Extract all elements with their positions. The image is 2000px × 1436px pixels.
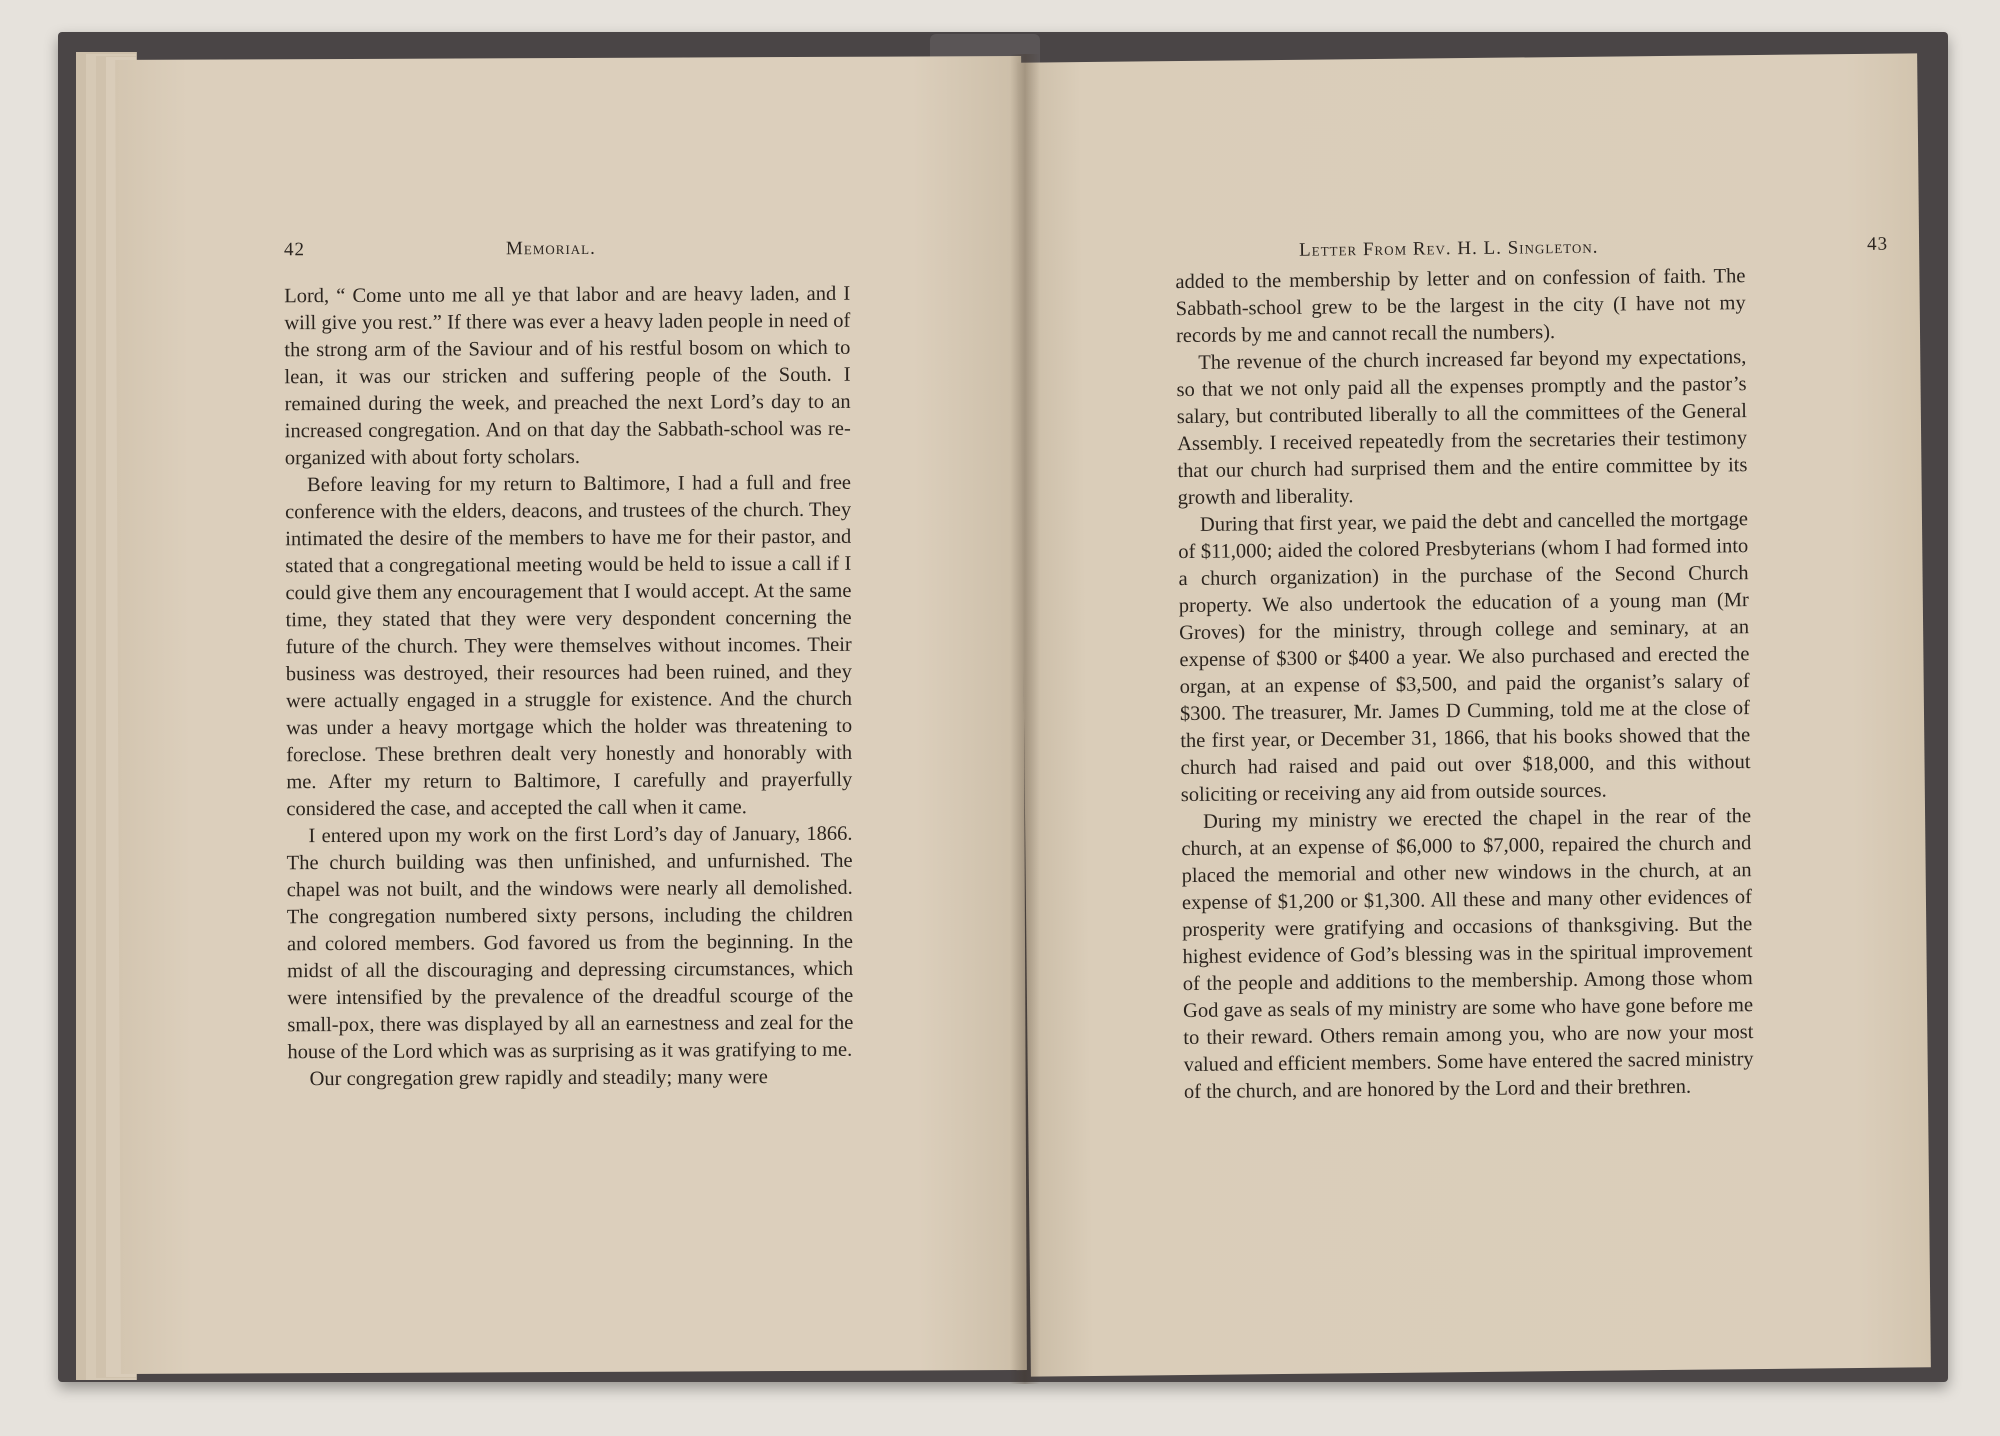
right-page-number: 43 — [1866, 233, 1889, 255]
paragraph: Before leaving for my return to Baltimore, I had a full and free conference with the elders, deacons, and trustees of the church. They intimated the desire of the members to have me for their pastor, and stated that a congregational meeting would be held to issue a call if I could give them any encouragement that I would accept. At the same time, they stated that they were very despondent concerning the future of the church. They were themselves without incomes. Their business was destroyed, their resources had been ruined, and they were actually engaged in a struggle for existence. And the church was under a heavy mortgage which the holder was threatening to foreclose. These brethren dealt very honestly and honorably with me. After my return to Baltimore, I carefully and prayerfully considered the case, and accepted the call when it came. — [285, 471, 853, 821]
left-body-text — [284, 281, 854, 1093]
paragraph: The revenue of the church increased far beyond my expectations, so that we not only paid all the expenses promptly and the pastor’s salary, but contributed liberally to all the committees of the General Assembly. I received repeatedly from the secretaries their testimony that our church had surprised them and the entire committee by its growth and liberality. — [1176, 346, 1748, 510]
left-running-title: Memorial. — [505, 237, 596, 260]
paragraph: Lord, “ Come unto me all ye that labor and are heavy laden, and I will give you rest.” If there was ever a heavy laden people in need of the strong arm of the Saviour and of his restful bosom on which to lean, it was our stricken and suffering people of the South. I remained during the week, and preached the next Lord’s day to an increased congregation. And on that day the Sabbath-school was re-organized with about forty scholars. — [284, 282, 851, 470]
right-running-title: Letter From Rev. H. L. Singleton. — [1299, 236, 1599, 261]
paragraph: During that first year, we paid the debt and cancelled the mortgage of $11,000; aided the colored Presbyterians (whom I had formed into a church organization) in the purchase of the Second Church property. We also undertook the education of a young man (Mr Groves) for the ministry, through college and seminary, at an expense of $300 or $400 a year. We also purchased and erected the organ, at an expense of $3,500, and paid the organist’s salary of $300. The treasurer, Mr. James D Cumming, told me at the close of the first year, or December 31, 1866, that his books showed that the church had raised and paid out over $18,000, and this without soliciting or receiving any aid from outside sources. — [1178, 508, 1751, 807]
right-body-text — [1175, 263, 1754, 1106]
paragraph: added to the membership by letter and on confession of faith. The Sabbath-school grew to be the largest in the city (I have not my records by me and cannot recall the numbers). — [1175, 265, 1746, 348]
paragraph: I entered upon my work on the first Lord’s day of January, 1866. The church building was then unfinished, and unfurnished. The chapel was not built, and the windows were nearly all demolished. The congregation numbered sixty persons, including the children and colored members. God favored us from the beginning. In the midst of all the discouraging and depressing circumstances, which were intensified by the prevalence of the dreadful scourge of the small-pox, there was displayed by all an earnestness and zeal for the house of the Lord which was as surprising as it was gratifying to me. — [286, 822, 854, 1064]
right-page — [1017, 53, 1931, 1376]
left-running-head — [283, 237, 752, 261]
left-page — [115, 56, 1027, 1374]
paragraph: During my ministry we erected the chapel in the rear of the church, at an expense of $6,000 to $7,000, repaired the church and placed the memorial and other new windows in the church, at an expense of $1,200 or $1,300. All these and many other evidences of prosperity were gratifying and occasions of thanksgiving. But the highest evidence of God’s blessing was in the spiritual improvement of the people and additions to the membership. Among those whom God gave as seals of my ministry are some who have gone before me to their reward. Others remain among you, who are now your most valued and efficient members. Some have entered the sacred ministry of the church, and are honored by the Lord and their brethren. — [1181, 805, 1754, 1104]
paragraph: Our congregation grew rapidly and steadily; many were — [309, 1066, 768, 1091]
left-page-number: 42 — [283, 239, 306, 261]
right-running-head — [1239, 233, 1889, 261]
